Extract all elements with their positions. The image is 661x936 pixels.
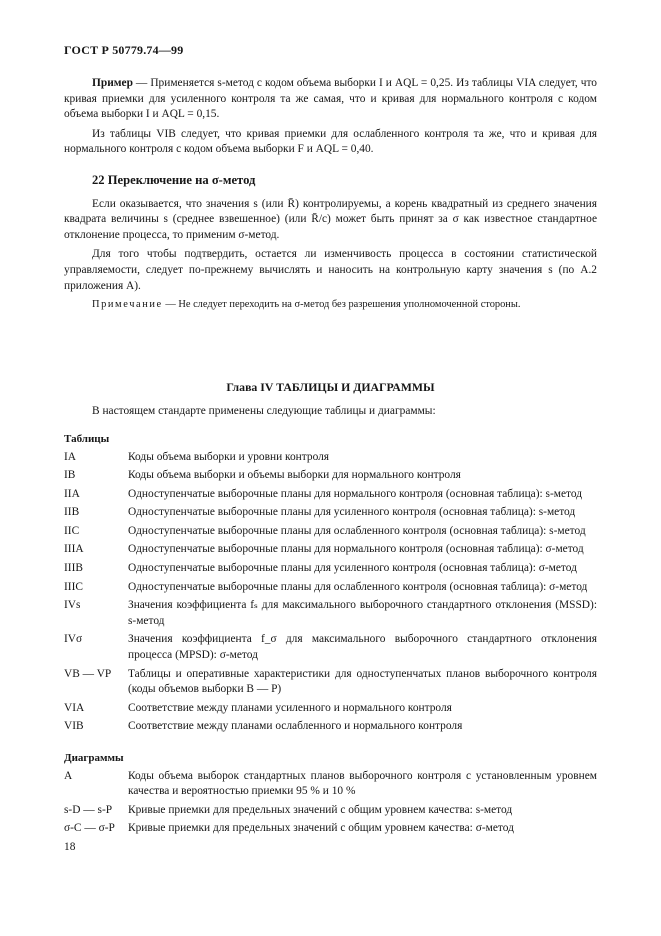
item-code: IB: [64, 469, 76, 482]
item-code: IIIA: [64, 543, 84, 556]
item-code: IIIB: [64, 562, 83, 575]
item-code: IIB: [64, 506, 80, 519]
item-code: VB — VP: [64, 667, 112, 680]
item-code: A: [64, 769, 73, 782]
item-desc: Соответствие между планами усиленного и нормального контроля: [128, 701, 452, 714]
list-item: [64, 450, 597, 466]
list-item: [64, 468, 597, 484]
item-code: IVσ: [64, 633, 83, 646]
item-desc: Одноступенчатые выборочные планы для ослабленного контроля (основная таблица): s-метод: [128, 524, 586, 537]
item-desc: Таблицы и оперативные характеристики для одноступенчатых планов выборочного контроля (коды объемов выборки B — P): [128, 667, 597, 696]
list-item: [64, 803, 597, 819]
item-code: IVs: [64, 599, 81, 612]
list-item: [64, 719, 597, 735]
tables-heading: Таблицы: [64, 432, 110, 445]
document-header: ГОСТ Р 50779.74—99: [64, 43, 184, 57]
list-item: [64, 580, 597, 596]
item-desc: Кривые приемки для предельных значений с общим уровнем качества: s-метод: [128, 803, 513, 816]
example-paragraph-2: Из таблицы VIB следует, что кривая приемки для ослабленного контроля та же, что и кривая для нормального контроля с кодом объема выборки F и AQL = 0,40.: [64, 127, 597, 156]
list-item: [64, 542, 597, 558]
item-desc: Коды объема выборки и объемы выборки для нормального контроля: [128, 469, 461, 482]
note-label: Примечание: [92, 299, 163, 311]
item-code: VIA: [64, 701, 85, 714]
item-code: IIA: [64, 487, 80, 500]
tables-list: [64, 450, 597, 736]
diagrams-list: [64, 769, 597, 837]
item-desc: Значения коэффициента f_σ для максимального выборочного стандартного отклонения процесса (MPSD): σ-метод: [128, 633, 597, 662]
item-desc: Одноступенчатые выборочные планы для усиленного контроля (основная таблица): s-метод: [128, 506, 576, 519]
item-code: IA: [64, 450, 77, 463]
chapter-title: Глава IV ТАБЛИЦЫ И ДИАГРАММЫ: [226, 379, 435, 394]
note-paragraph: [64, 297, 597, 313]
page-body: [64, 76, 597, 840]
paragraph-2: Для того чтобы подтвердить, остается ли изменчивость процесса в состоянии статистической управляемости, следует по-прежнему вычислять и наносить на контрольную карту значения s (по А.2 приложения А).: [64, 248, 597, 292]
list-item: [64, 487, 597, 503]
list-item: [64, 561, 597, 577]
item-desc: Одноступенчатые выборочные планы для усиленного контроля (основная таблица): σ-метод: [128, 562, 577, 575]
example-paragraph: [64, 76, 597, 123]
list-item: [64, 598, 597, 629]
example-text: — Применяется s-метод с кодом объема выборки I и AQL = 0,25. Из таблицы VIA следует, что кривая приемки для усиленного контроля та же самая, что и кривая для нормального контроля с кодом объема выборки I и AQL = 0,15.: [64, 77, 597, 121]
list-item: [64, 667, 597, 698]
item-desc: Одноступенчатые выборочные планы для нормального контроля (основная таблица): s-метод: [128, 487, 583, 500]
paragraph-1: Если оказывается, что значения s (или R̄) контролируемы, а корень квадратный из среднего значения квадрата величины s (среднее взвешенное) (или R̄/c) может быть принят за σ как известное стандартное отклонение процесса, то применим σ-метод.: [64, 197, 597, 241]
item-code: VIB: [64, 720, 84, 733]
page-number: 18: [64, 841, 76, 853]
note-text: — Не следует переходить на σ-метод без разрешения уполномоченной стороны.: [162, 299, 521, 311]
list-item: [64, 632, 597, 663]
item-code: s-D — s-P: [64, 803, 113, 816]
list-item: [64, 524, 597, 540]
example-label: Пример: [92, 77, 133, 89]
item-desc: Коды объема выборки и уровни контроля: [128, 450, 330, 463]
item-code: IIC: [64, 524, 80, 537]
list-item: [64, 821, 597, 837]
item-desc: Кривые приемки для предельных значений с общим уровнем качества: σ-метод: [128, 822, 514, 835]
list-item: [64, 505, 597, 521]
item-code: IIIC: [64, 580, 83, 593]
item-desc: Значения коэффициента fₛ для максимального выборочного стандартного отклонения (MSSD): s-метод: [128, 599, 597, 627]
section-heading: 22 Переключение на σ-метод: [92, 172, 256, 187]
item-desc: Коды объема выборок стандартных планов выборочного контроля с установленным уровнем качества и вероятностью приемки 95 % и 10 %: [128, 769, 597, 798]
intro-paragraph: В настоящем стандарте применены следующие таблицы и диаграммы:: [92, 405, 436, 418]
diagrams-heading: Диаграммы: [64, 752, 124, 764]
item-desc: Соответствие между планами ослабленного и нормального контроля: [128, 720, 463, 733]
item-code: σ-C — σ-P: [64, 822, 115, 835]
list-item: [64, 769, 597, 800]
item-desc: Одноступенчатые выборочные планы для ослабленного контроля (основная таблица): σ-метод: [128, 580, 588, 593]
list-item: [64, 701, 597, 717]
item-desc: Одноступенчатые выборочные планы для нормального контроля (основная таблица): σ-метод: [128, 543, 584, 556]
